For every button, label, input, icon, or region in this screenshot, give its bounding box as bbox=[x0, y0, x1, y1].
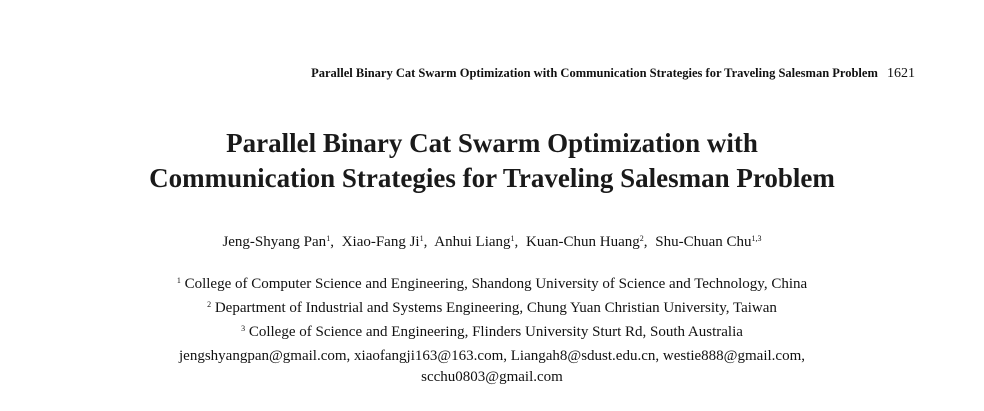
paper-title bbox=[0, 126, 984, 196]
affiliation-text: Department of Industrial and Systems Engineering, Chung Yuan Christian University, Taiwan bbox=[214, 300, 777, 316]
author-separator: , bbox=[330, 234, 334, 250]
running-header bbox=[311, 64, 915, 83]
author bbox=[342, 234, 432, 250]
email-line-2: scchu0803@gmail.com bbox=[421, 369, 563, 385]
author bbox=[434, 234, 522, 250]
author-name: Anhui Liang bbox=[434, 234, 511, 250]
email-line-1: jengshyangpan@gmail.com, xiaofangji163@163.com, Liangah8@sdust.edu.cn, westie888@gmail.com, bbox=[179, 348, 805, 364]
author-separator: , bbox=[514, 234, 519, 250]
affiliation bbox=[0, 272, 984, 296]
author-name: Shu-Chuan Chu bbox=[655, 234, 752, 250]
author-affiliation-mark: 2 bbox=[639, 234, 644, 243]
paper-title-line-2: Communication Strategies for Traveling Salesman Problem bbox=[149, 163, 835, 193]
author-affiliation-mark: 1 bbox=[326, 234, 331, 243]
author-separator: , bbox=[643, 234, 648, 250]
author bbox=[526, 234, 651, 250]
author bbox=[222, 234, 338, 250]
running-title: Parallel Binary Cat Swarm Optimization with Communication Strategies for Traveling Salesman Problem bbox=[311, 66, 878, 80]
affiliation bbox=[0, 320, 984, 344]
affiliation-text: College of Computer Science and Engineering, Shandong University of Science and Technology, China bbox=[184, 276, 808, 292]
author-affiliation-mark: 1 bbox=[510, 234, 515, 243]
author-name: Jeng-Shyang Pan bbox=[222, 234, 327, 250]
author-name: Kuan-Chun Huang bbox=[526, 234, 640, 250]
affiliation bbox=[0, 296, 984, 320]
affiliation-mark: 2 bbox=[207, 300, 212, 309]
paper-title-line-1: Parallel Binary Cat Swarm Optimization with bbox=[226, 128, 758, 158]
author-affiliation-mark: 1 bbox=[419, 234, 424, 243]
affiliation-text: College of Science and Engineering, Flinders University Sturt Rd, South Australia bbox=[248, 324, 743, 340]
author bbox=[655, 234, 761, 250]
page-number: 1621 bbox=[887, 66, 915, 81]
email-list bbox=[0, 346, 984, 388]
affiliation-mark: 3 bbox=[241, 324, 246, 333]
author-list bbox=[0, 232, 984, 252]
author-name: Xiao-Fang Ji bbox=[341, 234, 420, 250]
author-affiliation-mark: 1,3 bbox=[751, 234, 762, 243]
author-separator: , bbox=[423, 234, 428, 250]
affiliation-list bbox=[0, 272, 984, 344]
affiliation-mark: 1 bbox=[176, 276, 181, 285]
